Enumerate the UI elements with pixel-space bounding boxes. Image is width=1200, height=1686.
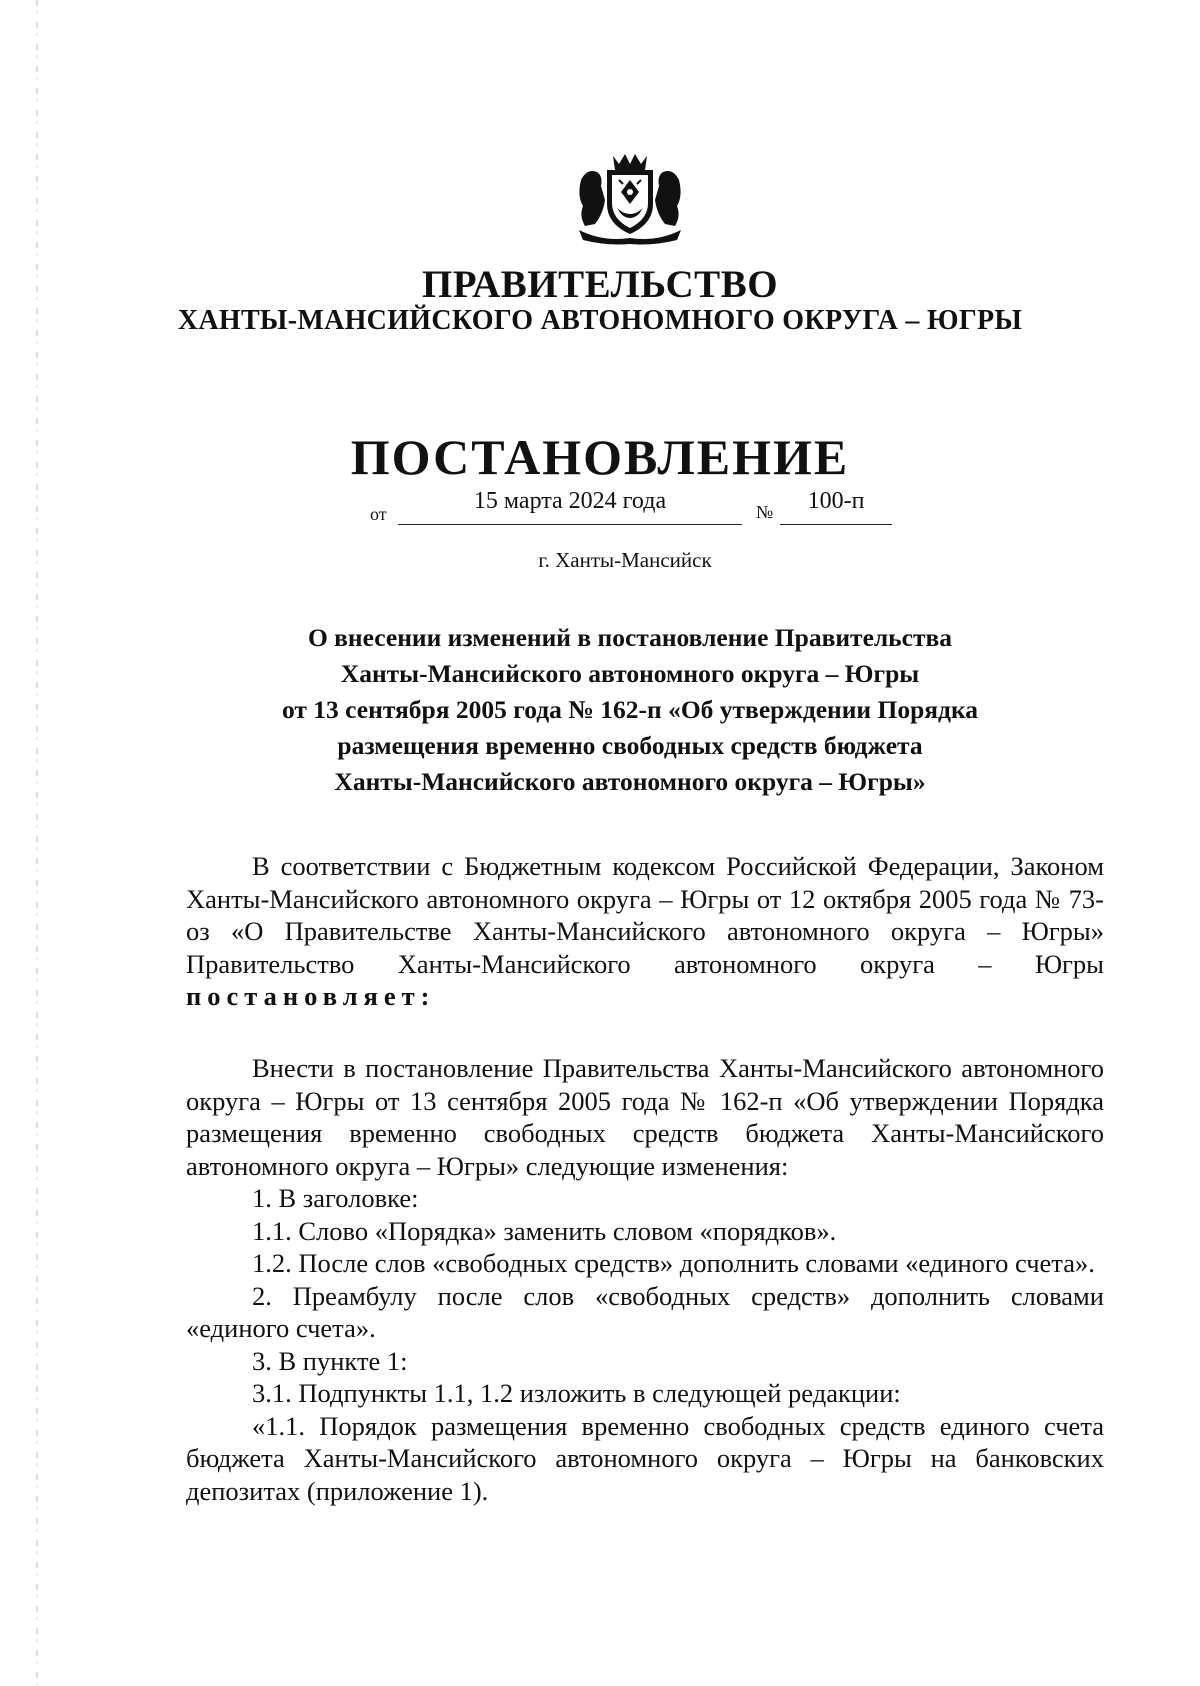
- heading-line: от 13 сентября 2005 года № 162-п «Об утверждении Порядка: [281, 695, 979, 724]
- date-underline: [398, 524, 742, 525]
- body-paragraph: 1.1. Слово «Порядка» заменить словом «порядков».: [252, 1215, 837, 1246]
- city: г. Ханты-Мансийск: [538, 548, 712, 572]
- number-prefix: №: [756, 502, 774, 522]
- heading-line: Ханты-Мансийского автономного округа – Югры»: [334, 767, 926, 796]
- government-subtitle: ХАНТЫ-МАНСИЙСКОГО АВТОНОМНОГО ОКРУГА – ЮГРЫ: [177, 305, 1023, 336]
- decree-word: постановляет:: [186, 981, 436, 1011]
- scan-edge: [36, 0, 38, 1686]
- body-paragraph: Внести в постановление Правительства Ханты-Мансийского автономного округа – Югры от 13 сентября 2005 года № 162-п «Об утверждении Порядка размещения временно свободных средств бюджета Ханты-Мансийского автономного округа – Югры» следующие изменения:: [186, 1053, 1104, 1181]
- preamble: [186, 850, 1104, 1013]
- preamble-paragraph: [186, 850, 1104, 1013]
- body-paragraph: 3.1. Подпункты 1.1, 1.2 изложить в следующей редакции:: [252, 1378, 901, 1408]
- document-date: 15 марта 2024 года: [473, 488, 667, 514]
- government-title: ПРАВИТЕЛЬСТВО: [421, 263, 779, 306]
- document-heading: [200, 620, 1060, 800]
- body-paragraph: 1. В заголовке:: [252, 1183, 419, 1213]
- date-number-row: [0, 488, 1200, 528]
- heading-line: О внесении изменений в постановление Правительства: [307, 623, 953, 652]
- heading-line: размещения временно свободных средств бюджета: [337, 731, 923, 760]
- body-paragraph: 1.2. После слов «свободных средств» дополнить словами «единого счета».: [252, 1248, 1095, 1278]
- coat-of-arms-emblem: [573, 150, 687, 246]
- preamble-text: В соответствии с Бюджетным кодексом Российской Федерации, Законом Ханты-Мансийского автономного округа – Югры от 12 октября 2005 года № 73-оз «О Правительстве Ханты-Мансийского автономного округа – Югры» Правительство Ханты-Мансийского автономного округа – Югры: [186, 851, 1104, 979]
- body-paragraph: 3. В пункте 1:: [252, 1345, 408, 1376]
- body-paragraph: «1.1. Порядок размещения временно свободных средств единого счета бюджета Ханты-Мансийского автономного округа – Югры на банковских депозитах (приложение 1).: [186, 1410, 1104, 1506]
- amendments-body: [186, 1052, 1104, 1507]
- document-number: 100-п: [807, 488, 865, 514]
- date-prefix: от: [370, 504, 387, 524]
- number-underline: [780, 524, 892, 525]
- document-type: ПОСТАНОВЛЕНИЕ: [350, 429, 850, 485]
- body-paragraph: 2. Преамбулу после слов «свободных средств» дополнить словами «единого счета».: [186, 1280, 1104, 1343]
- heading-line: Ханты-Мансийского автономного округа – Югры: [340, 659, 920, 688]
